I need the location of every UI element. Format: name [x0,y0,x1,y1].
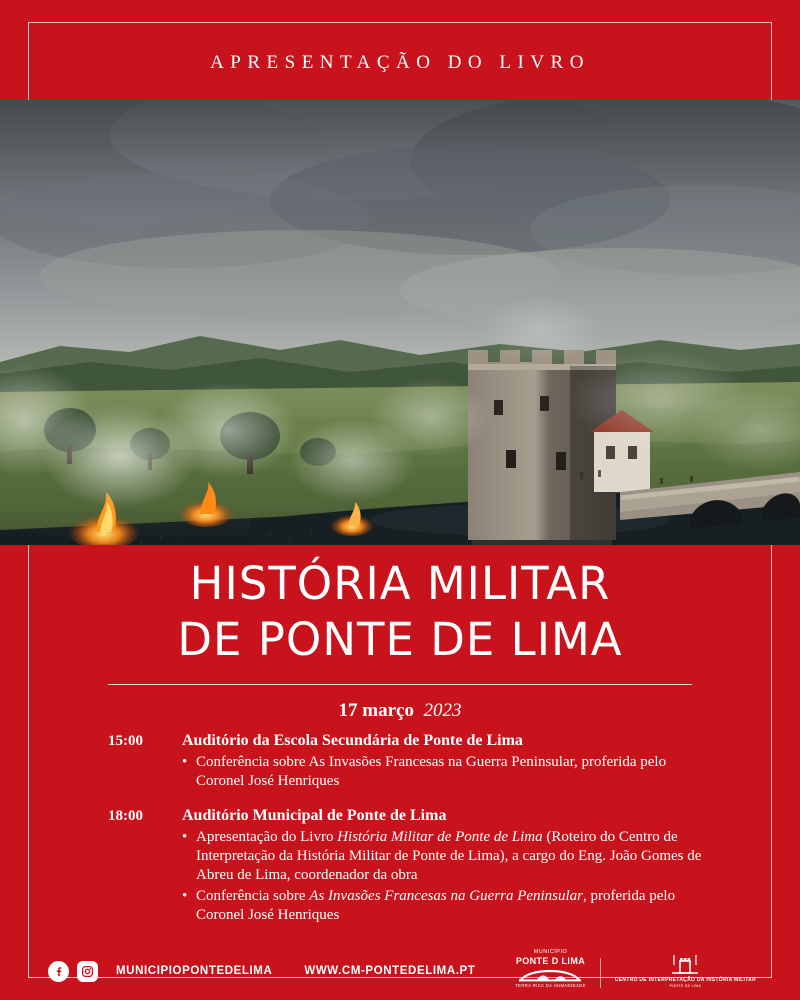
instagram-glyph [81,965,94,978]
item-text: Conferência sobre As Invasões Francesas na Guerra Peninsular, proferida pelo Coronel José Henriques [196,754,667,789]
poster-kicker: APRESENTAÇÃO DO LIVRO [210,52,590,73]
hero-image [0,100,800,545]
website-url[interactable]: WWW.CM-PONTEDELIMA.PT [304,965,476,977]
schedule-slot [108,732,708,793]
social-handle[interactable]: MUNICIPIOPONTEDELIMA [116,965,273,977]
fortress-icon [670,951,700,977]
item-part: (Roteiro do Centro de Interpretação da História Militar de Ponte de Lima), a cargo do Eng. João Gomes de Abreu de Lima, coordenador da obra [196,829,702,883]
social-links [48,961,475,982]
list-item [182,753,708,791]
slot-items [182,753,708,791]
logo-separator [600,958,601,988]
facebook-glyph [53,965,65,977]
footer [0,942,800,1000]
footer-logos [515,949,756,988]
schedule-slot [108,807,708,927]
list-item [182,887,708,925]
title-divider [108,684,692,685]
logo-centro-interpretacao [615,951,756,988]
schedule [108,732,708,941]
title-line-2: DE PONTE DE LIMA [177,613,623,666]
event-date-daymonth: 17 março [338,700,414,721]
slot-time: 15:00 [108,733,143,749]
item-part: Apresentação do Livro [196,829,338,845]
bridge-logo-icon [519,966,581,982]
event-date-year: 2023 [423,700,462,721]
logo-municipio-small: MUNICÍPIO [533,949,568,955]
item-part-italic: História Militar de Ponte de Lima [337,829,543,845]
slot-venue: Auditório da Escola Secundária de Ponte de Lima [182,732,523,749]
logo-ci-sub: PONTE DE LIMA [669,984,702,988]
item-part: Conferência sobre [196,888,310,904]
instagram-icon[interactable] [77,961,98,982]
logo-municipio [515,949,586,988]
logo-municipio-sub: TERRA RICA DA HUMANIDADE [515,983,586,988]
list-item [182,828,708,885]
item-part: , proferida pelo Coronel José Henriques [196,888,676,923]
slot-time: 18:00 [108,808,143,824]
facebook-icon[interactable] [48,961,69,982]
slot-venue: Auditório Municipal de Ponte de Lima [182,807,447,824]
hero-illustration [0,100,800,545]
slot-items [182,828,708,925]
logo-municipio-main: PONTE D LIMA [515,956,586,966]
title-line-1: HISTÓRIA MILITAR [189,557,611,610]
logo-ci-main: CENTRO DE INTERPRETAÇÃO DA HISTÓRIA MILITAR [614,977,756,983]
poster-title [0,556,800,668]
event-date [0,700,800,722]
item-part-italic: As Invasões Francesas na Guerra Peninsular [309,888,584,904]
